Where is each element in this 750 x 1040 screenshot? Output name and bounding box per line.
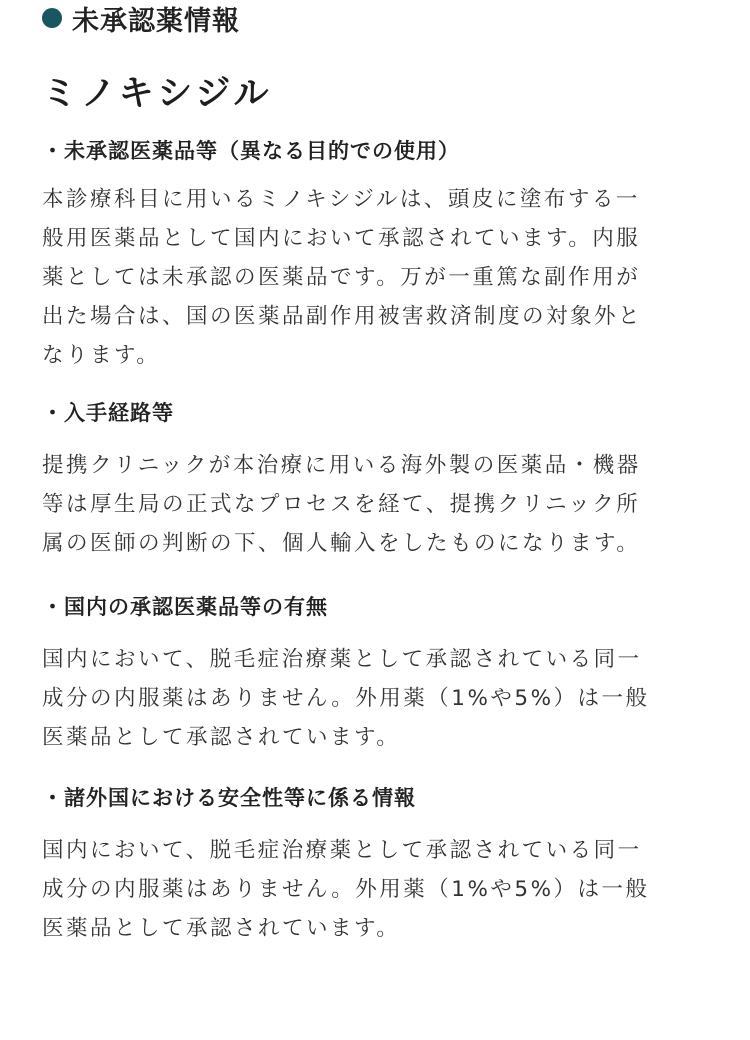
body-line: 国内において、脱毛症治療薬として承認されている同一 <box>42 838 642 863</box>
section-body <box>42 180 712 375</box>
body-line: なります。 <box>42 343 161 368</box>
body-line: 医薬品として承認されています。 <box>42 916 401 941</box>
section-unapproved-use <box>42 136 712 375</box>
body-line: 薬としては未承認の医薬品です。万が一重篤な副作用が <box>42 265 641 290</box>
section-acquisition-route <box>42 398 712 563</box>
section-heading: ・未承認医薬品等（異なる目的での使用） <box>42 139 460 163</box>
section-heading: ・入手経路等 <box>42 401 174 425</box>
section-heading: ・諸外国における安全性等に係る情報 <box>42 786 416 810</box>
section-header <box>42 0 240 36</box>
bullet-dot-icon <box>42 8 62 28</box>
body-line: 成分の内服薬はありません。外用薬（1%や5%）は一般 <box>42 686 650 711</box>
body-line: 本診療科目に用いるミノキシジルは、頭皮に塗布する一 <box>42 187 640 212</box>
section-body <box>42 446 712 563</box>
section-body <box>42 640 712 757</box>
section-domestic-approval <box>42 592 712 757</box>
drug-name: ミノキシジル <box>42 74 273 114</box>
body-line: 属の医師の判断の下、個人輸入をしたものになります。 <box>42 531 641 556</box>
body-line: 医薬品として承認されています。 <box>42 725 401 750</box>
body-line: 般用医薬品として国内において承認されています。内服 <box>42 226 641 251</box>
body-line: 提携クリニックが本治療に用いる海外製の医薬品・機器 <box>42 453 641 478</box>
body-line: 成分の内服薬はありません。外用薬（1%や5%）は一般 <box>42 877 650 902</box>
section-body <box>42 831 712 948</box>
page-title: 未承認薬情報 <box>72 5 240 37</box>
body-line: 国内において、脱毛症治療薬として承認されている同一 <box>42 647 642 672</box>
section-heading: ・国内の承認医薬品等の有無 <box>42 595 328 619</box>
body-line: 等は厚生局の正式なプロセスを経て、提携クリニック所 <box>42 492 641 517</box>
body-line: 出た場合は、国の医薬品副作用被害救済制度の対象外と <box>42 304 643 329</box>
section-foreign-safety <box>42 783 712 948</box>
